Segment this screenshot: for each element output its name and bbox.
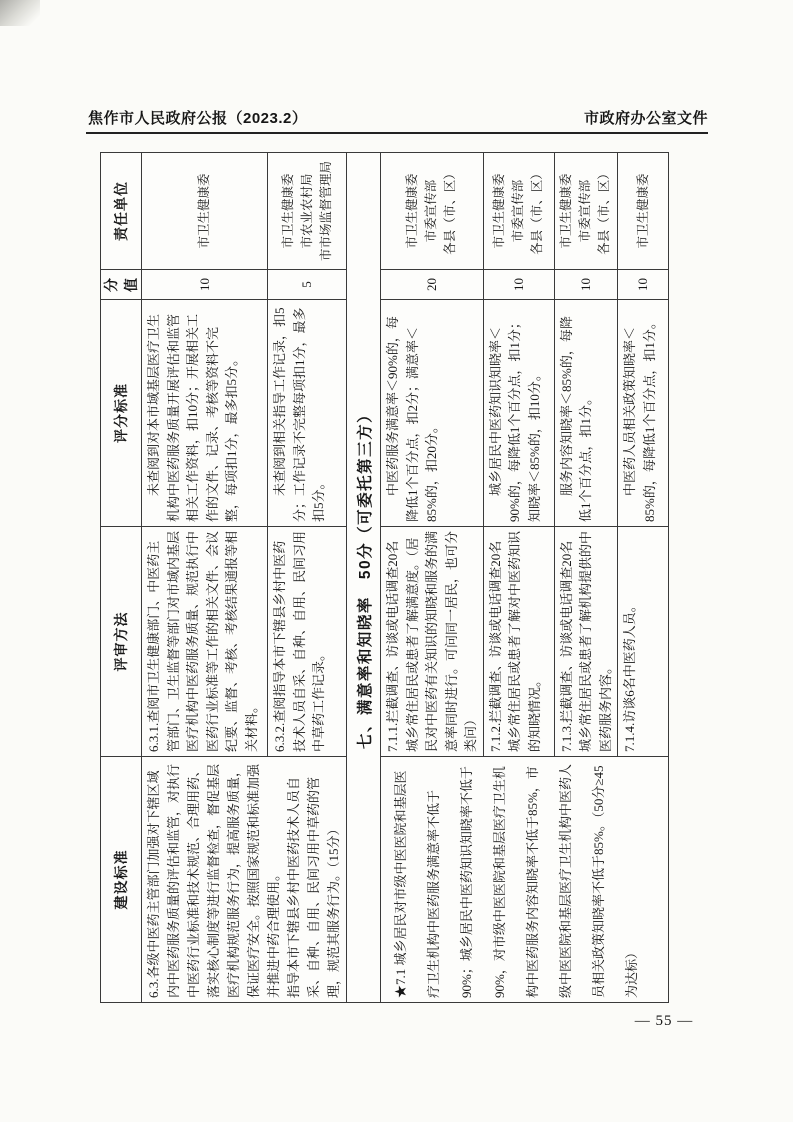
evaluation-table <box>100 152 669 1003</box>
col-header-scoring-criteria: 评分标准 <box>101 300 142 527</box>
cell-review-7-1-3: 7.1.3.拦截调查、访谈或电话调查20名城乡常住居民或患者了解机构提供的中医药服务内容。 <box>554 527 618 757</box>
header-divider-rule <box>86 132 708 134</box>
cell-scoring-7-1-2: 城乡居民中医药知识知晓率＜90%的，每降低1个百分点，扣1分；知晓率＜85%的，扣10分。 <box>483 300 554 527</box>
col-header-responsible-unit: 责任单位 <box>101 153 142 270</box>
cell-review-7-1-2: 7.1.2.拦截调查、访谈或电话调查20名城乡常住居民或患者了解对中医药知识的知晓情况。 <box>483 527 554 757</box>
cell-review-6-3-1: 6.3.1.查阅市卫生健康部门、中医药主管部门、卫生监督等部门对市域内基层医疗机构中医药服务质量、规范执行中医药行业标准等工作的相关文件、会议纪要、监督、考核、考核结果通报等相关材料。 <box>142 527 268 757</box>
col-header-points: 分值 <box>101 270 142 300</box>
cell-scoring-7-1-1: 中医药服务满意率＜90%的，每降低1个百分点，扣2分；满意率＜85%的，扣20分。 <box>381 300 484 527</box>
cell-points-6-3-1: 10 <box>142 270 268 300</box>
cell-responsible-7-1-4: 市卫生健康委 <box>618 153 669 270</box>
gazette-title: 焦作市人民政府公报（2023.2） <box>88 110 308 127</box>
construction-6-3-paragraph-2: 指导本市下辖县乡村中医药技术人员自采、自种、自用、民间习用中草药的管理，规范其服务行为。（15分） <box>286 776 341 998</box>
cell-responsible-7-1-3: 市卫生健康委 市委宣传部 各县（市、区） <box>554 153 618 270</box>
cell-responsible-7-1-1: 市卫生健康委 市委宣传部 各县（市、区） <box>381 153 484 270</box>
cell-points-7-1-1: 20 <box>381 270 484 300</box>
cell-scoring-6-3-1: 未查阅到对本市域基层医疗卫生机构中医药服务质量开展评估和监管相关工作资料，扣10分；开展相关工作的文件、记录、考核等资料不完整，每项扣1分，最多扣5分。 <box>142 300 268 527</box>
cell-points-7-1-3: 10 <box>554 270 618 300</box>
cell-points-7-1-4: 10 <box>618 270 669 300</box>
table-row <box>381 153 484 1003</box>
cell-construction-6-3 <box>142 757 347 1003</box>
page-number: — 55 — <box>634 1013 694 1029</box>
section-header-row <box>347 153 381 1003</box>
cell-review-7-1-1: 7.1.1.拦截调查、访谈或电话调查20名城乡常住居民或患者了解满意度。（居民对中医药有关知识的知晓和服务的满意率同时进行。可问同一居民，也可分类问） <box>381 527 484 757</box>
cell-review-7-1-4: 7.1.4.访谈6名中医药人员。 <box>618 527 669 757</box>
cell-responsible-6-3-2: 市卫生健康委 市农业农村局 市市场监督管理局 <box>268 153 347 270</box>
document-category: 市政府办公室文件 <box>583 110 708 127</box>
cell-responsible-7-1-2: 市卫生健康委 市委宣传部 各县（市、区） <box>483 153 554 270</box>
cell-points-7-1-2: 10 <box>483 270 554 300</box>
table-header-row <box>101 153 142 1003</box>
table-row <box>142 153 268 1003</box>
construction-6-3-paragraph-1: 6.3.各级中医药主管部门加强对下辖区域内中医药服务质量的评估和监管，对执行中医药行业标准和技术规范、合理用药、落实核心制度等进行监督检查，督促基层医疗机构规范服务行为，提高服务质量，保证医疗安全。按照国家规范和标准加强并推进中药合理使用。 <box>146 763 281 998</box>
col-header-construction-standard: 建设标准 <box>101 757 142 1003</box>
cell-scoring-6-3-2: 未查阅到相关指导工作记录，扣5分；工作记录不完整每项扣1分，最多扣5分。 <box>268 300 347 527</box>
cell-scoring-7-1-3: 服务内容知晓率＜85%的，每降低1个百分点，扣1分。 <box>554 300 618 527</box>
cell-responsible-6-3-1: 市卫生健康委 <box>142 153 268 270</box>
cell-construction-7-1: ★7.1 城乡居民对市级中医医院和基层医疗卫生机构中医药服务满意率不低于90%；城乡居民中医药知识知晓率不低于90%，对市级中医医院和基层医疗卫生机构中医药服务内容知晓率不低于85%，市级中医医院和基层医疗卫生机构中医药人员相关政策知晓率不低于85%。（50分≥45为达标） <box>381 757 669 1003</box>
scan-artifact-corner <box>0 0 40 26</box>
cell-review-6-3-2: 6.3.2.查阅指导本市下辖县乡村中医药技术人员自采、自种、自用、民间习用中草药工作记录。 <box>268 527 347 757</box>
rotated-evaluation-table <box>100 153 657 1003</box>
cell-points-6-3-2: 5 <box>268 270 347 300</box>
cell-scoring-7-1-4: 中医药人员相关政策知晓率＜85%的，每降低1个百分点，扣1分。 <box>618 300 669 527</box>
section-header-satisfaction-awareness: 七、满意率和知晓率 50分（可委托第三方） <box>347 153 381 1003</box>
col-header-review-method: 评审方法 <box>101 527 142 757</box>
